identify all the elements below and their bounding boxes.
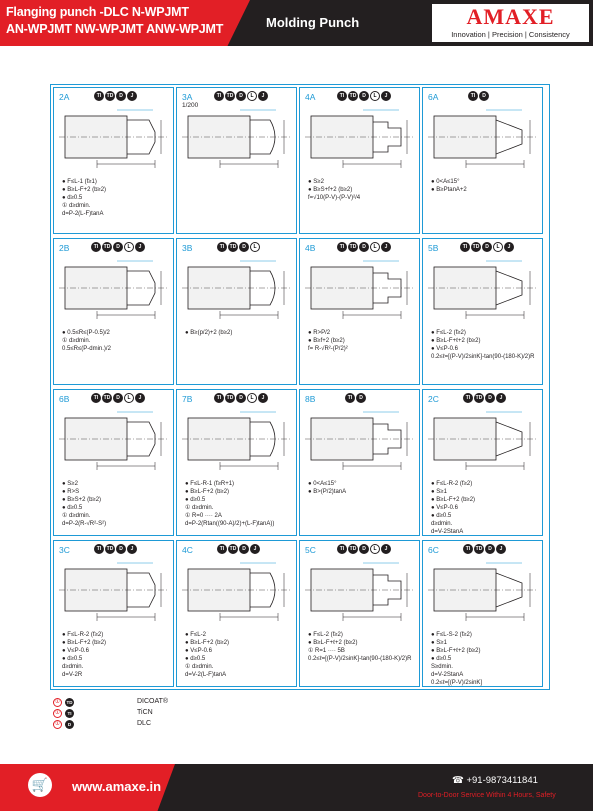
coating-symbols bbox=[91, 242, 145, 252]
punch-code: 6A bbox=[428, 92, 439, 102]
punch-code: 2A bbox=[59, 92, 70, 102]
note-line: ● 0.5≤R≤(P-0.5)/2 bbox=[62, 330, 110, 336]
note-line: ① d≥dmin. bbox=[62, 513, 91, 519]
coating-symbol-td: TD bbox=[226, 93, 234, 99]
coating-symbol-j: J bbox=[381, 242, 391, 252]
punch-code: 6C bbox=[428, 545, 439, 555]
coating-symbol-d: D bbox=[485, 544, 495, 554]
punch-cell-4b bbox=[299, 238, 420, 385]
punch-profile-diagram bbox=[180, 253, 295, 325]
coating-symbols bbox=[460, 242, 514, 252]
coating-symbol-j: J bbox=[504, 242, 514, 252]
note-line: ● V≤P-0.6 bbox=[62, 648, 89, 654]
legend-symbol: D bbox=[65, 720, 74, 729]
note-line: ● F≤L-R-1 (f≥R+1) bbox=[185, 481, 235, 487]
punch-profile-diagram bbox=[57, 253, 172, 325]
coating-symbol-d: D bbox=[485, 393, 495, 403]
coating-legend bbox=[53, 697, 303, 730]
coating-symbol-td: TD bbox=[229, 244, 237, 250]
note-line: ● F≤L-1 (f≥1) bbox=[62, 179, 97, 185]
coating-symbol-l: L bbox=[124, 393, 134, 403]
punch-code: 3A bbox=[182, 92, 193, 102]
service-slogan: Door-to-Door Service Within 4 Hours, Safety bbox=[418, 792, 556, 799]
note-line: d=V-2StanA bbox=[431, 529, 464, 535]
punch-cell-6b bbox=[53, 389, 174, 536]
note-line: ● d≥0.5 bbox=[62, 505, 83, 511]
note-line: d=P-2(L-F)tanA bbox=[62, 211, 104, 217]
coating-symbol-ti: TI bbox=[94, 91, 104, 101]
coating-symbols bbox=[337, 91, 391, 101]
coating-symbol-ti: TI bbox=[337, 242, 347, 252]
note-line: ① d≥dmin. bbox=[185, 664, 214, 670]
note-line: ● V≤P-0.6 bbox=[431, 505, 458, 511]
coating-symbol-j: J bbox=[496, 544, 506, 554]
punch-notes bbox=[185, 480, 295, 528]
coating-symbol-d: D bbox=[479, 91, 489, 101]
note-line: ① R=1 ···· 5B bbox=[308, 648, 345, 654]
legend-row bbox=[53, 719, 303, 730]
coating-symbol-l: L bbox=[370, 544, 380, 554]
website-link[interactable]: www.amaxe.in bbox=[72, 779, 162, 794]
note-line: ● d≥0.5 bbox=[431, 513, 452, 519]
coating-symbols bbox=[337, 544, 391, 554]
punch-notes bbox=[308, 631, 418, 663]
note-line: d=P-2(Rtan((90-A)/2)+(L-F)tanA)) bbox=[185, 521, 275, 527]
coating-symbol-td: TD bbox=[229, 546, 237, 552]
amaxe-logo: AMAXE bbox=[466, 4, 555, 29]
punch-notes bbox=[62, 178, 172, 218]
coating-symbol-ti: TI bbox=[345, 393, 355, 403]
note-line: ● R>P/2 bbox=[308, 330, 331, 336]
coating-symbol-ti: TI bbox=[91, 393, 101, 403]
punch-notes bbox=[62, 631, 172, 679]
legend-number: ① bbox=[53, 720, 62, 729]
note-line: 0.5≤R≤(P-dmin.)/2 bbox=[62, 346, 111, 352]
coating-symbol-ti: TI bbox=[460, 242, 470, 252]
coating-symbol-td: TD bbox=[226, 395, 234, 401]
coating-symbol-ti: TI bbox=[337, 544, 347, 554]
coating-symbol-d: D bbox=[356, 393, 366, 403]
note-line: ● d≥0.5 bbox=[62, 195, 83, 201]
legend-symbol: TI bbox=[65, 709, 74, 718]
note-line: ● F≤L-2 (f≥2) bbox=[431, 330, 466, 336]
punch-cell-7b bbox=[176, 389, 297, 536]
note-line: ● V≤P-0.6 bbox=[431, 346, 458, 352]
punch-notes bbox=[431, 631, 541, 687]
note-line: ● d≥0.5 bbox=[185, 497, 206, 503]
coating-symbols bbox=[337, 242, 391, 252]
coating-symbol-l: L bbox=[370, 91, 380, 101]
punch-code: 5C bbox=[305, 545, 316, 555]
punch-notes bbox=[308, 329, 418, 353]
punch-profile-diagram bbox=[303, 555, 418, 627]
coating-symbol-ti: TI bbox=[468, 91, 478, 101]
note-line: S≥dmin. bbox=[431, 664, 453, 670]
punch-cell-4a bbox=[299, 87, 420, 234]
coating-symbol-j: J bbox=[381, 91, 391, 101]
coating-symbol-ti: TI bbox=[463, 544, 473, 554]
punch-profile-diagram bbox=[303, 102, 418, 174]
note-line: ● F≤L-2 (f≥2) bbox=[308, 632, 343, 638]
coating-symbol-l: L bbox=[247, 393, 257, 403]
coating-symbol-l: L bbox=[247, 91, 257, 101]
coating-symbol-td: TD bbox=[475, 395, 483, 401]
punch-cell-3b bbox=[176, 238, 297, 385]
coating-symbol-j: J bbox=[127, 544, 137, 554]
note-line: ● B≥S+f+2 (b≥2) bbox=[308, 187, 353, 193]
punch-cell-3a bbox=[176, 87, 297, 234]
note-line: f= R-√R²-(P/2)² bbox=[308, 346, 348, 352]
coating-symbol-l: L bbox=[370, 242, 380, 252]
coating-symbols bbox=[91, 393, 145, 403]
note-line: d≥dmin. bbox=[62, 664, 84, 670]
note-line: ① d≥dmin. bbox=[62, 203, 91, 209]
coating-symbols bbox=[463, 393, 506, 403]
legend-row bbox=[53, 708, 303, 719]
coating-symbol-d: D bbox=[236, 393, 246, 403]
title-line-2: AN-WPJMT NW-WPJMT ANW-WPJMT bbox=[6, 22, 224, 36]
coating-symbol-d: D bbox=[116, 544, 126, 554]
coating-symbol-td: TD bbox=[103, 395, 111, 401]
coating-symbols bbox=[217, 242, 260, 252]
punch-cell-5c bbox=[299, 540, 420, 687]
coating-symbols bbox=[463, 544, 506, 554]
coating-symbol-d: D bbox=[113, 393, 123, 403]
header-subtitle: Molding Punch bbox=[266, 15, 360, 30]
coating-symbol-j: J bbox=[127, 91, 137, 101]
punch-notes bbox=[308, 480, 418, 496]
header-title bbox=[6, 4, 223, 38]
note-line: ● S≥2 bbox=[308, 179, 324, 185]
logo-box bbox=[432, 4, 589, 42]
coating-symbol-j: J bbox=[381, 544, 391, 554]
note-line: ● S≥1 bbox=[431, 489, 447, 495]
note-line: ● F≤L-S-2 (f≥2) bbox=[431, 632, 472, 638]
punch-cell-2b bbox=[53, 238, 174, 385]
note-line: ① d≥dmin. bbox=[185, 505, 214, 511]
note-line: ● d≥0.5 bbox=[185, 656, 206, 662]
punch-profile-diagram bbox=[180, 555, 295, 627]
title-line-1: Flanging punch -DLC N-WPJMT bbox=[6, 5, 189, 19]
note-line: ● B≥L-F+ℓ+2 (b≥2) bbox=[431, 648, 481, 654]
coating-symbol-j: J bbox=[250, 544, 260, 554]
note-line: ● B≥L-F+2 (b≥2) bbox=[62, 187, 107, 193]
note-line: ① d≥dmin. bbox=[62, 338, 91, 344]
note-line: ● B≥L-F+2 (b≥2) bbox=[185, 489, 230, 495]
punch-cell-4c bbox=[176, 540, 297, 687]
legend-text: DICOAT® bbox=[137, 698, 169, 705]
punch-profile-diagram bbox=[57, 102, 172, 174]
coating-symbols bbox=[217, 544, 260, 554]
coating-symbol-ti: TI bbox=[91, 242, 101, 252]
legend-number: ① bbox=[53, 709, 62, 718]
punch-profile-diagram bbox=[426, 253, 541, 325]
coating-symbol-d: D bbox=[116, 91, 126, 101]
taper-ratio: 1/200 bbox=[182, 102, 199, 109]
punch-profile-diagram bbox=[57, 555, 172, 627]
logo-tagline: Innovation | Precision | Consistency bbox=[451, 30, 570, 39]
note-line: ● S≥1 bbox=[431, 640, 447, 646]
coating-symbols bbox=[94, 544, 137, 554]
coating-symbols bbox=[214, 91, 268, 101]
coating-symbols bbox=[468, 91, 489, 101]
coating-symbol-d: D bbox=[239, 242, 249, 252]
coating-symbol-td: TD bbox=[349, 244, 357, 250]
coating-symbol-d: D bbox=[359, 91, 369, 101]
punch-code: 5B bbox=[428, 243, 439, 253]
punch-notes bbox=[308, 178, 418, 202]
coating-symbol-d: D bbox=[239, 544, 249, 554]
coating-symbol-j: J bbox=[135, 393, 145, 403]
coating-symbol-ti: TI bbox=[217, 242, 227, 252]
punch-cell-8b bbox=[299, 389, 420, 536]
punch-code: 6B bbox=[59, 394, 70, 404]
coating-symbol-td: TD bbox=[472, 244, 480, 250]
coating-symbol-td: TD bbox=[106, 546, 114, 552]
punch-notes bbox=[431, 329, 541, 361]
note-line: ● d≥0.5 bbox=[62, 656, 83, 662]
punch-cell-3c bbox=[53, 540, 174, 687]
note-line: 0.2≤ℓ=[(P-V)/2sinK]-tan(90-(180-K)/2)R bbox=[308, 656, 412, 662]
coating-symbol-d: D bbox=[482, 242, 492, 252]
note-line: ● B≥L-F+2 (b≥2) bbox=[62, 640, 107, 646]
note-line: ● B>(P/2)tanA bbox=[308, 489, 347, 495]
note-line: ● F≤L-R-2 (f≥2) bbox=[431, 481, 473, 487]
note-line: ● B≥L-F+ℓ+2 (b≥2) bbox=[431, 338, 481, 344]
coating-symbol-j: J bbox=[496, 393, 506, 403]
punch-notes bbox=[62, 480, 172, 528]
punch-profile-diagram bbox=[180, 102, 295, 174]
legend-row bbox=[53, 697, 303, 708]
note-line: d=V-2(L-F)tanA bbox=[185, 672, 227, 678]
punch-profile-diagram bbox=[303, 404, 418, 476]
coating-symbol-td: TD bbox=[475, 546, 483, 552]
coating-symbol-ti: TI bbox=[217, 544, 227, 554]
cart-icon: 🛒 bbox=[28, 773, 52, 797]
note-line: ● B≥f+2 (b≥2) bbox=[308, 338, 345, 344]
legend-symbol: TD bbox=[66, 700, 73, 705]
punch-profile-diagram bbox=[303, 253, 418, 325]
coating-symbol-d: D bbox=[113, 242, 123, 252]
punch-code: 3B bbox=[182, 243, 193, 253]
coating-symbols bbox=[214, 393, 268, 403]
punch-profile-diagram bbox=[426, 555, 541, 627]
note-line: ● V≤P-0.6 bbox=[185, 648, 212, 654]
coating-symbol-ti: TI bbox=[94, 544, 104, 554]
punch-cell-5b bbox=[422, 238, 543, 385]
note-line: ● B≥L-F+2 (b≥2) bbox=[185, 640, 230, 646]
note-line: ● 0<A≤15° bbox=[431, 179, 460, 185]
coating-symbols bbox=[94, 91, 137, 101]
coating-symbol-d: D bbox=[236, 91, 246, 101]
punch-profile-diagram bbox=[426, 102, 541, 174]
phone-number: ☎ +91-9873411841 bbox=[452, 775, 538, 786]
note-line: ● R>S bbox=[62, 489, 80, 495]
coating-symbol-ti: TI bbox=[337, 91, 347, 101]
coating-symbol-td: TD bbox=[349, 546, 357, 552]
note-line: ● B≥S+2 (b≥2) bbox=[62, 497, 102, 503]
punch-code: 4C bbox=[182, 545, 193, 555]
coating-symbol-td: TD bbox=[349, 93, 357, 99]
coating-symbol-l: L bbox=[250, 242, 260, 252]
punch-cell-6a bbox=[422, 87, 543, 234]
coating-symbol-d: D bbox=[359, 544, 369, 554]
note-line: f=√10(P-V)-(P-V)²/4 bbox=[308, 195, 361, 201]
punch-code: 4A bbox=[305, 92, 316, 102]
punch-code: 4B bbox=[305, 243, 316, 253]
note-line: ● B≥(p/2)+2 (b≥2) bbox=[185, 330, 233, 336]
punch-cell-6c bbox=[422, 540, 543, 687]
coating-symbol-d: D bbox=[359, 242, 369, 252]
note-line: ● S≥2 bbox=[62, 481, 78, 487]
note-line: ● B≥L-F+ℓ+2 (b≥2) bbox=[308, 640, 358, 646]
coating-symbol-td: TD bbox=[106, 93, 114, 99]
note-line: ● 0<A≤15° bbox=[308, 481, 337, 487]
note-line: ● F≤L-2 bbox=[185, 632, 206, 638]
note-line: ● F≤L-R-2 (f≥2) bbox=[62, 632, 104, 638]
note-line: d=V-2StanA bbox=[431, 672, 464, 678]
legend-text: TiCN bbox=[137, 709, 153, 716]
legend-number: ① bbox=[53, 698, 62, 707]
legend-text: DLC bbox=[137, 720, 152, 727]
coating-symbol-j: J bbox=[258, 91, 268, 101]
note-line: ● B≥PtanA+2 bbox=[431, 187, 467, 193]
coating-symbol-ti: TI bbox=[214, 91, 224, 101]
punch-code: 2B bbox=[59, 243, 70, 253]
punch-notes bbox=[62, 329, 172, 353]
coating-symbol-ti: TI bbox=[214, 393, 224, 403]
punch-cell-2a bbox=[53, 87, 174, 234]
punch-profile-diagram bbox=[180, 404, 295, 476]
punch-cell-2c bbox=[422, 389, 543, 536]
note-line: d=P-2(R-√R²-S²) bbox=[62, 521, 107, 527]
coating-symbols bbox=[345, 393, 366, 403]
punch-notes bbox=[431, 480, 541, 536]
note-line: 0.2≤ℓ=[(P-V)/2sinK]-tan(90-(180-K)/2)R bbox=[431, 354, 535, 360]
note-line: ① R=0 ···· 2A bbox=[185, 513, 222, 519]
coating-symbol-td: TD bbox=[103, 244, 111, 250]
coating-symbol-j: J bbox=[135, 242, 145, 252]
punch-profile-diagram bbox=[426, 404, 541, 476]
punch-notes bbox=[185, 329, 295, 337]
punch-notes bbox=[185, 631, 295, 679]
note-line: d=V-2R bbox=[62, 672, 83, 678]
punch-code: 8B bbox=[305, 394, 316, 404]
note-line: d≥dmin. bbox=[431, 521, 453, 527]
punch-profile-diagram bbox=[57, 404, 172, 476]
punch-notes bbox=[431, 178, 541, 194]
note-line: ● d≥0.5 bbox=[431, 656, 452, 662]
punch-code: 7B bbox=[182, 394, 193, 404]
coating-symbol-j: J bbox=[258, 393, 268, 403]
note-line: ● B≥L-F+2 (b≥2) bbox=[431, 497, 476, 503]
note-line: 0.2≤ℓ=[(P-V)/2sinK] bbox=[431, 680, 483, 686]
punch-code: 2C bbox=[428, 394, 439, 404]
coating-symbol-l: L bbox=[124, 242, 134, 252]
coating-symbol-ti: TI bbox=[463, 393, 473, 403]
punch-code: 3C bbox=[59, 545, 70, 555]
coating-symbol-l: L bbox=[493, 242, 503, 252]
